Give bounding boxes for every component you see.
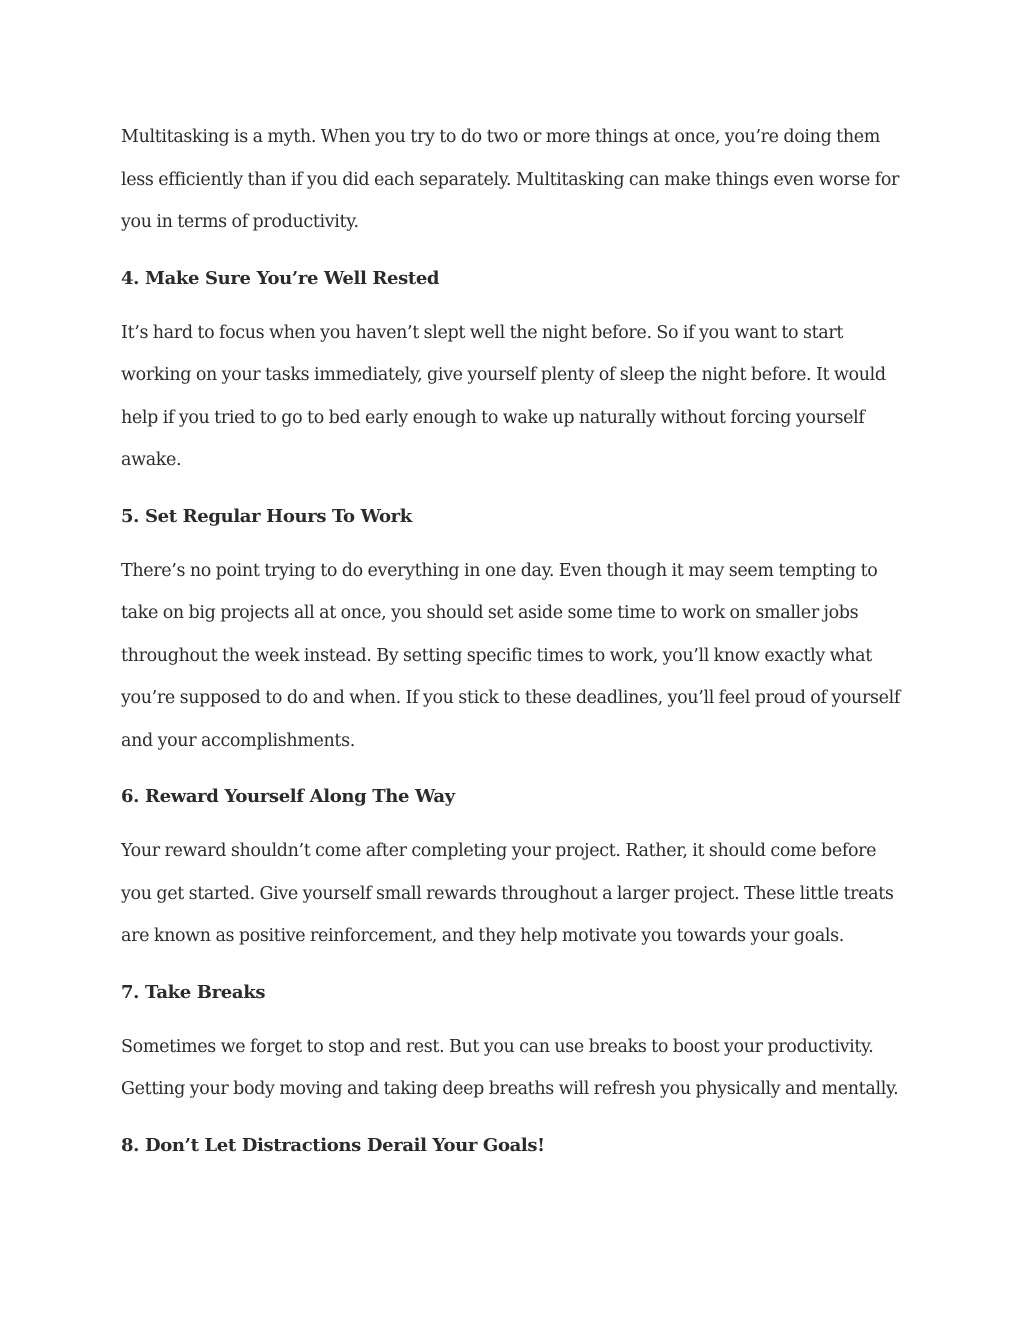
section-heading-4: 4. Make Sure You’re Well Rested bbox=[121, 267, 440, 289]
section-heading-6: 6. Reward Yourself Along The Way bbox=[121, 786, 455, 807]
intro-paragraph: Multitasking is a myth. When you try to do two or more things at once, you’re doing them less efficiently than if you did each separately. Multitasking can make things even worse for you in terms of productivity. bbox=[121, 127, 900, 232]
section-heading-7: 7. Take Breaks bbox=[121, 981, 266, 1003]
document-page bbox=[121, 116, 911, 1179]
section-body-4: It’s hard to focus when you haven’t slept well the night before. So if you want to start working on your tasks immediately, give yourself plenty of sleep the night before. It would help if you tried to go to bed early enough to wake up naturally without forcing yourself awake. bbox=[121, 322, 886, 470]
section-body-7: Sometimes we forget to stop and rest. But you can use breaks to boost your productivity. Getting your body moving and taking deep breaths will refresh you physically and mentally. bbox=[121, 1036, 899, 1099]
section-body-5: There’s no point trying to do everything in one day. Even though it may seem tempting to take on big projects all at once, you should set aside some time to work on smaller jobs throughout the week instead. By setting specific times to work, you’ll know exactly what you’re supposed to do and when. If you stick to these deadlines, you’ll feel proud of yourself and your accomplishments. bbox=[121, 560, 900, 751]
section-body-6: Your reward shouldn’t come after completing your project. Rather, it should come before you get started. Give yourself small rewards throughout a larger project. These little treats are known as positive reinforcement, and they help motivate you towards your goals. bbox=[121, 841, 894, 946]
section-heading-5: 5. Set Regular Hours To Work bbox=[121, 505, 412, 527]
section-heading-8: 8. Don’t Let Distractions Derail Your Goals! bbox=[121, 1134, 545, 1156]
